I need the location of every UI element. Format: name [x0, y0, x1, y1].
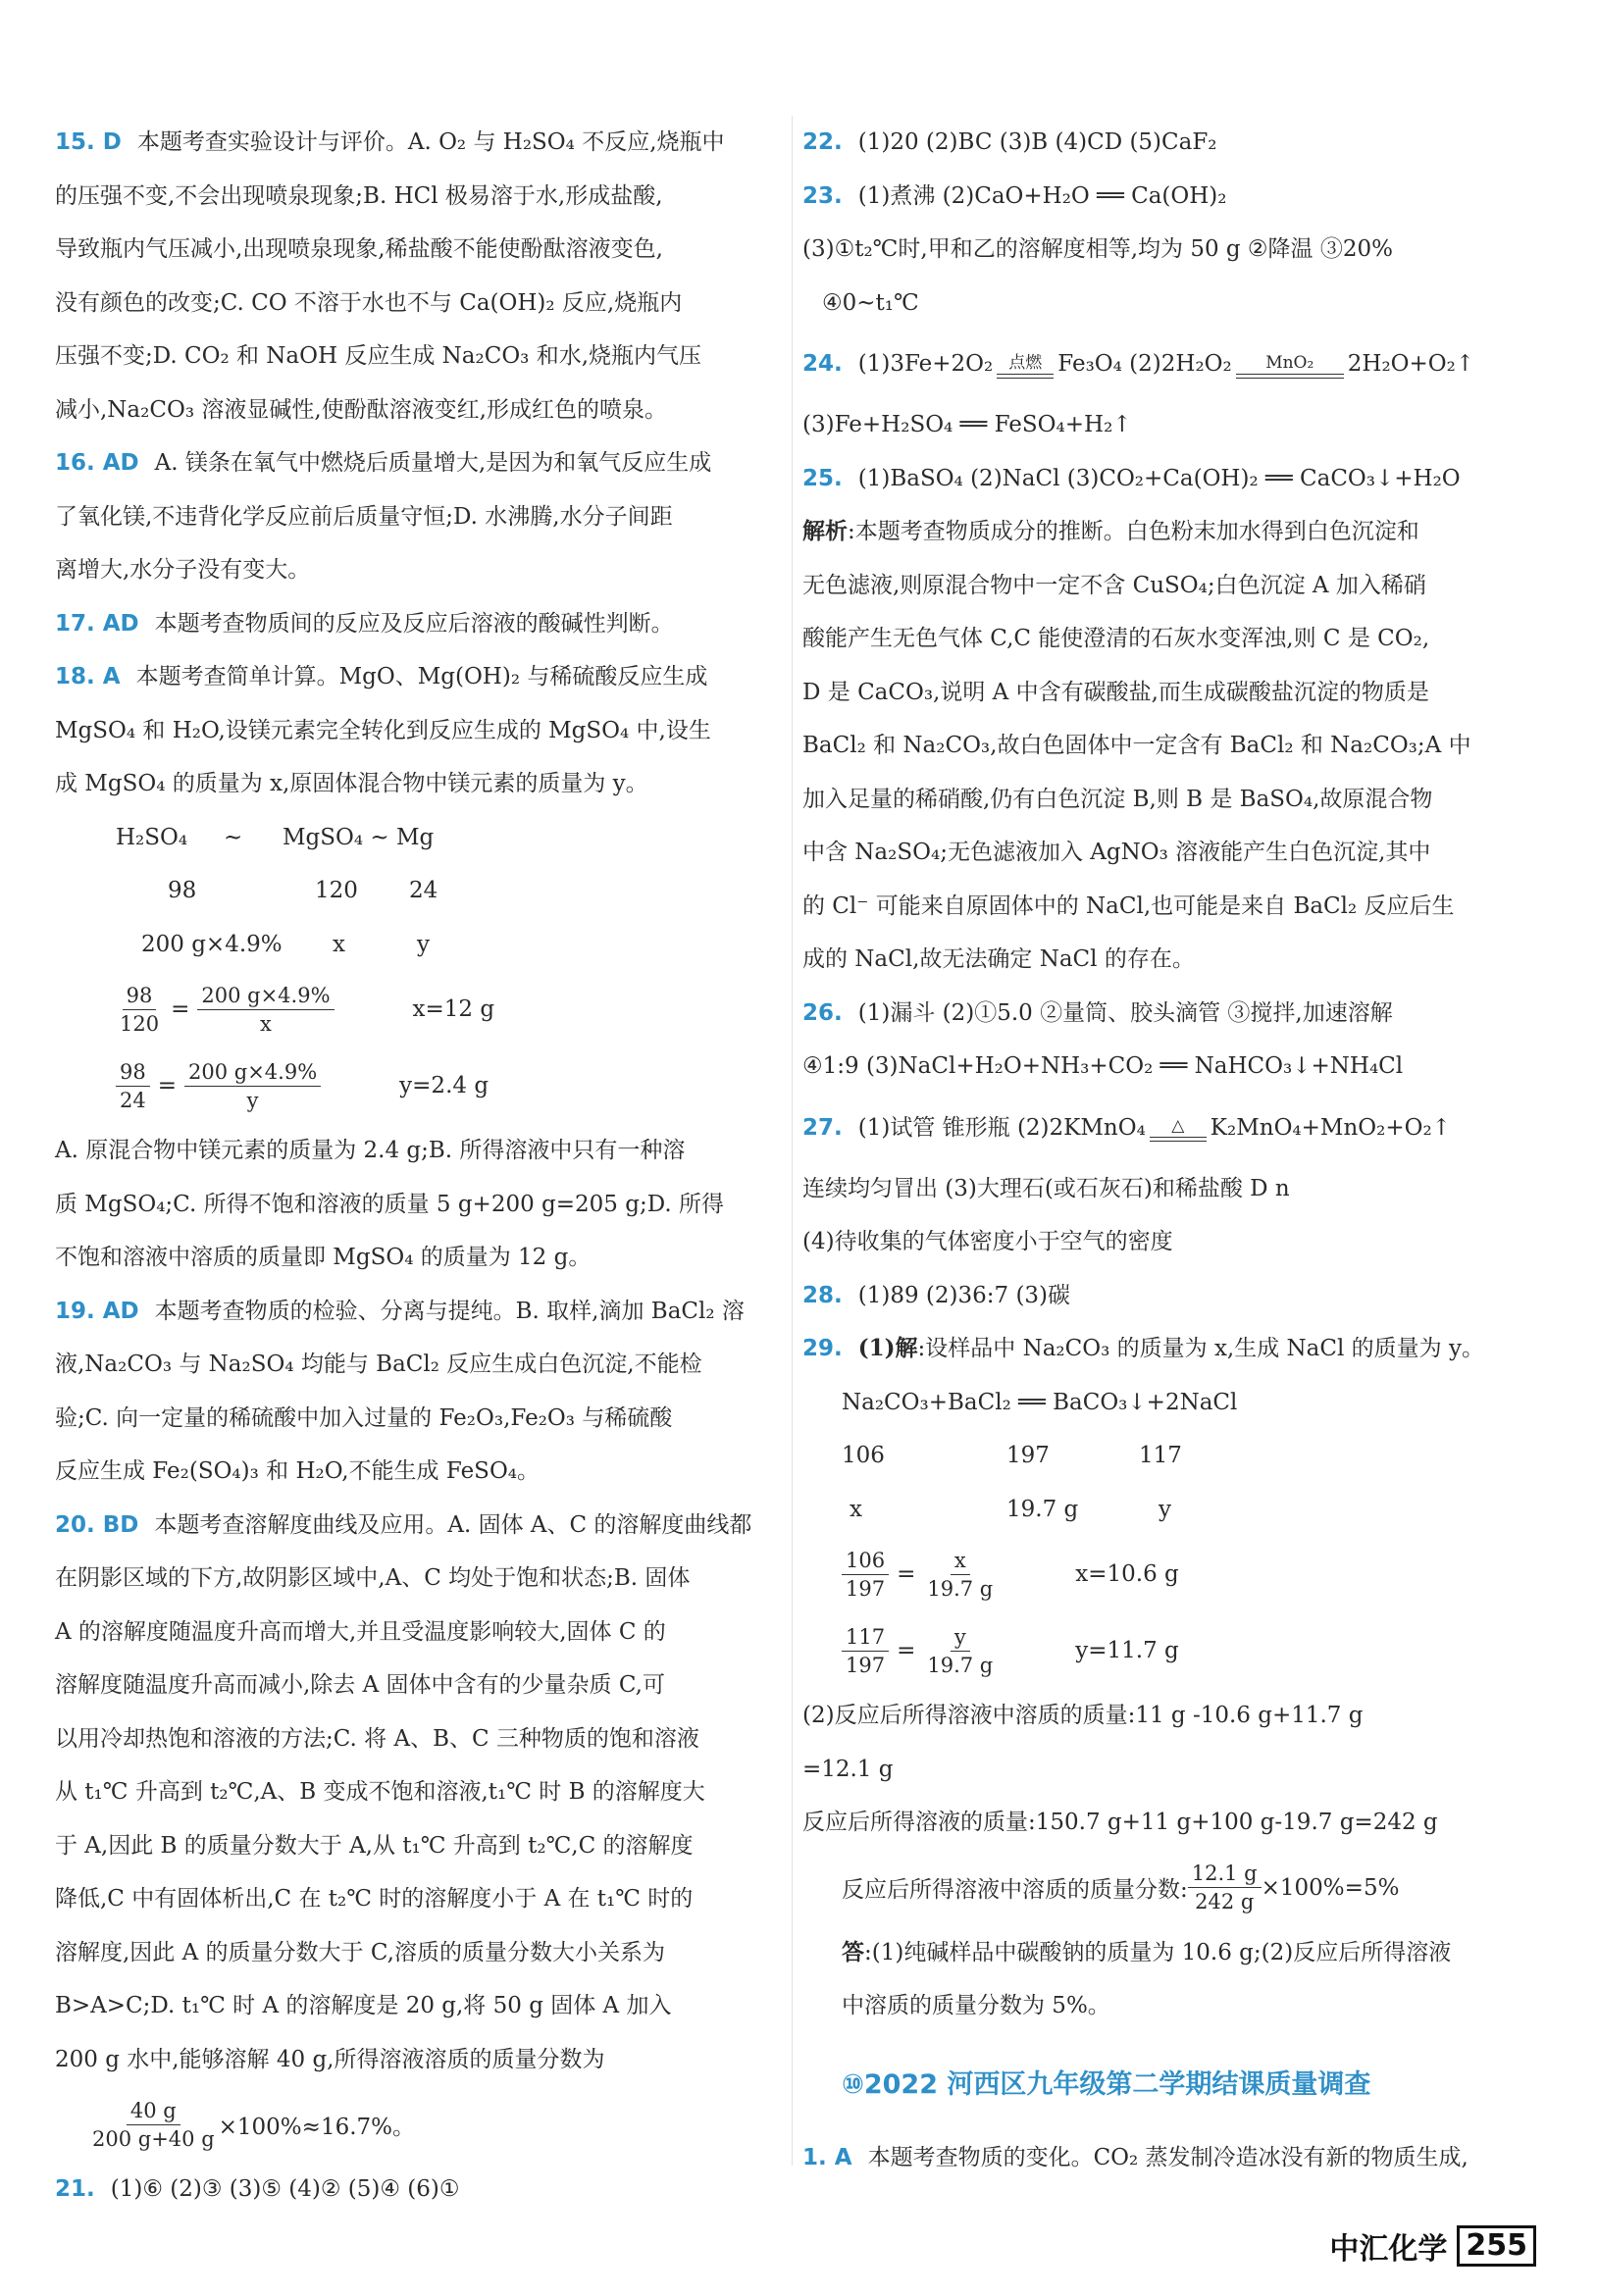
answer-number: 29. [802, 1336, 843, 1361]
answer-line: 答:(1)纯碱样品中碳酸钠的质量为 10.6 g;(2)反应后所得溶液 [842, 1938, 1452, 1965]
value: 120 [315, 878, 358, 904]
text-line: B>A>C;D. t₁℃ 时 A 的溶解度是 20 g,将 50 g 固体 A 加入 [55, 1993, 672, 2018]
text-line: 在阴影区域的下方,故阴影区域中,A、C 均处于饱和状态;B. 固体 [55, 1565, 691, 1591]
text-line: 从 t₁℃ 升高到 t₂℃,A、B 变成不饱和溶液,t₁℃ 时 B 的溶解度大 [55, 1779, 705, 1805]
reaction-arrow: △ [1150, 1115, 1207, 1142]
answer-21 [55, 2163, 781, 2217]
reaction-arrow: 点燃 [997, 352, 1054, 379]
answer-number: 19. AD [55, 1298, 139, 1324]
text-line: (1)⑥ (2)③ (3)⑤ (4)② (5)④ (6)① [110, 2176, 460, 2202]
answer-27 [802, 1094, 1540, 1162]
formula: MgSO₄ ~ Mg [283, 824, 435, 850]
right-column [802, 116, 1540, 2184]
result: y=11.7 g [1075, 1638, 1179, 1663]
answer-29: 29. (1)解:设样品中 Na₂CO₃ 的质量为 x,生成 NaCl 的质量为 y。 [802, 1335, 1484, 1361]
formula: 2H₂O+O₂↑ [1347, 351, 1475, 377]
result: x=12 g [412, 996, 495, 1022]
text-line: 反应后所得溶液中溶质的质量分数: [842, 1877, 1188, 1903]
text-line: 反应后所得溶液的质量:150.7 g+11 g+100 g-19.7 g=242 g [802, 1810, 1438, 1835]
answer-number: 24. [802, 351, 843, 377]
answer-24 [802, 330, 1540, 398]
formula: K₂MnO₄+MnO₂+O₂↑ [1210, 1114, 1451, 1141]
text-line: (1)漏斗 (2)①5.0 ②量筒、胶头滴管 ③搅拌,加速溶解 [857, 999, 1393, 1026]
text-line: 导致瓶内气压减小,出现喷泉现象,稀盐酸不能使酚酞溶液变色, [55, 236, 663, 262]
text-line: A. 原混合物中镁元素的质量为 2.4 g;B. 所得溶液中只有一种溶 [55, 1138, 686, 1163]
text-line: 不饱和溶液中溶质的质量即 MgSO₄ 的质量为 12 g。 [55, 1245, 592, 1270]
reaction-equation: Na₂CO₃+BaCl₂ ══ BaCO₃↓+2NaCl [842, 1389, 1238, 1415]
answer-number: 20. BD [55, 1511, 139, 1538]
result: x=10.6 g [1075, 1561, 1179, 1587]
text-line: (1)20 (2)BC (3)B (4)CD (5)CaF₂ [857, 129, 1217, 155]
text-line: A. 镁条在氧气中燃烧后质量增大,是因为和氧气反应生成 [154, 450, 712, 476]
answer-20 [55, 1499, 781, 1553]
text-line: 本题考查简单计算。MgO、Mg(OH)₂ 与稀硫酸反应生成 [135, 664, 708, 689]
answer-18 [55, 650, 781, 704]
text-line: 降低,C 中有固体析出,C 在 t₂℃ 时的溶解度小于 A 在 t₁℃ 时的 [55, 1886, 694, 1912]
value: 19.7 g [1006, 1496, 1079, 1522]
value: 24 [409, 878, 438, 904]
mass-row [802, 1429, 1540, 1483]
answer-label: 答 [842, 1938, 864, 1965]
text-line: 中含 Na₂SO₄;无色滤液加入 AgNO₃ 溶液能产生白色沉淀,其中 [802, 840, 1431, 865]
text-line: ④1:9 (3)NaCl+H₂O+NH₃+CO₂ ══ NaHCO₃↓+NH₄Cl [802, 1053, 1404, 1079]
value: x [850, 1496, 862, 1522]
text-line: (2)反应后所得溶液中溶质的质量:11 g -10.6 g+11.7 g [802, 1703, 1364, 1728]
text-line: 液,Na₂CO₃ 与 Na₂SO₄ 均能与 BaCl₂ 反应生成白色沉淀,不能检 [55, 1352, 702, 1377]
answer-number: 28. [802, 1282, 843, 1308]
answer-number: 27. [802, 1114, 843, 1141]
text-line: 本题考查物质间的反应及反应后溶液的酸碱性判断。 [154, 610, 674, 637]
text-line: D 是 CaCO₃,说明 A 中含有碳酸盐,而生成碳酸盐沉淀的物质是 [802, 679, 1429, 705]
fraction: $\frac{98}{120}$ [120, 983, 160, 1036]
value: 200 g×4.9% [141, 931, 283, 957]
answer-number: 23. [802, 182, 843, 209]
answer-s1 [802, 2131, 1540, 2185]
proportion-equation: $\frac{98}{120}$ = $\frac{200 g\times 4.9\%}{x}$ x=12 g [55, 971, 781, 1047]
value: 117 [1139, 1443, 1182, 1469]
text-line: (1)煮沸 (2)CaO+H₂O ══ Ca(OH)₂ [857, 182, 1227, 209]
text-line: 加入足量的稀硝酸,仍有白色沉淀 B,则 B 是 BaSO₄,故原混合物 [802, 786, 1433, 812]
fraction: $\frac{117}{197}$ [842, 1623, 889, 1679]
result: y=2.4 g [399, 1073, 489, 1098]
text-line: (4)待收集的气体密度小于空气的密度 [802, 1229, 1173, 1254]
text-line: 减小,Na₂CO₃ 溶液显碱性,使酚酞溶液变红,形成红色的喷泉。 [55, 396, 667, 423]
value-row [802, 1483, 1540, 1537]
value: 98 [168, 878, 197, 904]
relation-row [55, 811, 781, 865]
answer-22 [802, 116, 1540, 170]
text-line: 本题考查溶解度曲线及应用。A. 固体 A、C 的溶解度曲线都 [154, 1511, 752, 1538]
proportion-equation: $\frac{106}{197}$ = $\frac{x}{19.7 g}$ x=10.6 g [802, 1536, 1540, 1612]
text-line: =12.1 g [802, 1756, 894, 1782]
value: x [333, 931, 345, 957]
page-number: 255 [1457, 2225, 1536, 2267]
formula: (1)试管 锥形瓶 (2)2KMnO₄ [857, 1114, 1146, 1141]
text-line: ④0~t₁℃ [822, 289, 919, 316]
text-line: 溶解度,因此 A 的质量分数大于 C,溶质的质量分数大小关系为 [55, 1939, 665, 1965]
proportion-equation: $\frac{117}{197}$ = $\frac{y}{19.7 g}$ y=11.7 g [802, 1612, 1540, 1689]
text-line: MgSO₄ 和 H₂O,设镁元素完全转化到反应生成的 MgSO₄ 中,设生 [55, 717, 711, 743]
answer-number: 1. A [802, 2144, 852, 2170]
text-line: 酸能产生无色气体 C,C 能使澄清的石灰水变浑浊,则 C 是 CO₂, [802, 626, 1430, 651]
answer-23 [802, 170, 1540, 224]
answer-19 [55, 1285, 781, 1339]
fraction-line [802, 1850, 1540, 1926]
analysis-line: 解析:本题考查物质成分的推断。白色粉末加水得到白色沉淀和 [802, 518, 1419, 544]
text-line: 于 A,因此 B 的质量分数大于 A,从 t₁℃ 升高到 t₂℃,C 的溶解度 [55, 1832, 694, 1859]
text-line: A 的溶解度随温度升高而增大,并且受温度影响较大,固体 C 的 [55, 1618, 666, 1645]
answer-number: 15. D [55, 129, 122, 155]
text-line: 200 g 水中,能够溶解 40 g,所得溶液溶质的质量分数为 [55, 2046, 605, 2072]
text-line: 成的 NaCl,故无法确定 NaCl 的存在。 [802, 946, 1195, 972]
fraction: $\frac{y}{19.7 g}$ [927, 1624, 994, 1677]
value: y [417, 931, 430, 957]
answer-25 [802, 452, 1540, 506]
formula: H₂SO₄ [116, 824, 188, 850]
fraction: $\frac{106}{197}$ [842, 1547, 889, 1603]
solution-label: (1)解 [857, 1335, 918, 1361]
text-line: 的 Cl⁻ 可能来自原固体中的 NaCl,也可能是来自 BaCl₂ 反应后生 [802, 893, 1455, 919]
answer-number: 16. AD [55, 450, 139, 476]
text-line: 以用冷却热饱和溶液的方法;C. 将 A、B、C 三种物质的饱和溶液 [55, 1725, 699, 1752]
value: y [1159, 1496, 1171, 1522]
fraction-line [55, 2086, 781, 2163]
text-line: 无色滤液,则原混合物中一定不含 CuSO₄;白色沉淀 A 加入稀硝 [802, 572, 1426, 598]
formula: Fe₃O₄ (2)2H₂O₂ [1057, 351, 1232, 377]
text-line: 本题考查物质的变化。CO₂ 蒸发制冷造冰没有新的物质生成, [867, 2144, 1468, 2170]
answer-17 [55, 597, 781, 651]
fraction: $\frac{200 g\times 4.9\%}{x}$ [197, 982, 334, 1038]
answer-number: 18. A [55, 664, 121, 689]
value: 197 [1006, 1443, 1050, 1469]
value-row [55, 918, 781, 972]
mass-row [55, 864, 781, 918]
column-divider [792, 116, 793, 2166]
text-line: (3)Fe+H₂SO₄ ══ FeSO₄+H₂↑ [802, 412, 1132, 437]
text-line: 成 MgSO₄ 的质量为 x,原固体混合物中镁元素的质量为 y。 [55, 771, 648, 796]
answer-number: 22. [802, 129, 843, 155]
fraction: $\frac{12.1 g}{242 g}$ [1188, 1860, 1262, 1915]
result: ×100%=5% [1261, 1874, 1400, 1901]
value: 106 [842, 1443, 885, 1469]
result: ×100%≈16.7%。 [218, 2114, 416, 2140]
text-line: 质 MgSO₄;C. 所得不饱和溶液的质量 5 g+200 g=205 g;D. 所得 [55, 1191, 724, 1217]
formula: (1)3Fe+2O₂ [857, 351, 994, 377]
text-line: (1)89 (2)36:7 (3)碳 [857, 1282, 1071, 1308]
answer-number: 21. [55, 2176, 95, 2202]
text-line: BaCl₂ 和 Na₂CO₃,故白色固体中一定含有 BaCl₂ 和 Na₂CO₃;A 中 [802, 733, 1471, 758]
section-title: ⑩2022 河西区九年级第二学期结课质量调查 [842, 2069, 1371, 2100]
analysis-label: 解析 [802, 518, 848, 544]
text-line: 了氧化镁,不违背化学反应前后质量守恒;D. 水沸腾,水分子间距 [55, 503, 673, 530]
text-line: 没有颜色的改变;C. CO 不溶于水也不与 Ca(OH)₂ 反应,烧瓶内 [55, 289, 683, 316]
fraction: $\frac{x}{19.7 g}$ [927, 1548, 994, 1601]
brand-name: 中汇化学 [1329, 2232, 1448, 2267]
left-column [55, 116, 781, 2217]
answer-number: 17. AD [55, 610, 139, 637]
text-line: 验;C. 向一定量的稀硫酸中加入过量的 Fe₂O₃,Fe₂O₃ 与稀硫酸 [55, 1404, 673, 1431]
text-line: 连续均匀冒出 (3)大理石(或石灰石)和稀盐酸 D n [802, 1175, 1290, 1201]
fraction: $\frac{200 g\times 4.9\%}{y}$ [184, 1058, 321, 1114]
page-footer [1329, 2224, 1536, 2268]
answer-15 [55, 116, 781, 170]
answer-16 [55, 436, 781, 490]
answer-26 [802, 987, 1540, 1041]
reaction-arrow: MnO₂ [1236, 352, 1344, 379]
fraction: $\frac{40 g}{200 g+40 g}$ [92, 2098, 215, 2151]
fraction: $\frac{98}{24}$ [116, 1058, 150, 1114]
text-line: 压强不变;D. CO₂ 和 NaOH 反应生成 Na₂CO₃ 和水,烧瓶内气压 [55, 343, 702, 369]
answer-28 [802, 1269, 1540, 1323]
text-line: (1)BaSO₄ (2)NaCl (3)CO₂+Ca(OH)₂ ══ CaCO₃↓+H₂O [857, 465, 1461, 491]
text-line: 离增大,水分子没有变大。 [55, 557, 311, 583]
text-line: 本题考查物质的检验、分离与提纯。B. 取样,滴加 BaCl₂ 溶 [154, 1298, 745, 1324]
answer-number: 25. [802, 465, 843, 491]
answer-number: 26. [802, 999, 843, 1026]
text-line: 溶解度随温度升高而减小,除去 A 固体中含有的少量杂质 C,可 [55, 1672, 665, 1698]
formula: ~ [224, 824, 243, 850]
text-line: (3)①t₂℃时,甲和乙的溶解度相等,均为 50 g ②降温 ③20% [802, 236, 1393, 262]
text-line: 的压强不变,不会出现喷泉现象;B. HCl 极易溶于水,形成盐酸, [55, 182, 663, 209]
text-line: 反应生成 Fe₂(SO₄)₃ 和 H₂O,不能生成 FeSO₄。 [55, 1458, 541, 1484]
proportion-equation: $\frac{98}{24}$ = $\frac{200 g\times 4.9\%}{y}$ y=2.4 g [55, 1047, 781, 1124]
text-line: 本题考查实验设计与评价。A. O₂ 与 H₂SO₄ 不反应,烧瓶中 [136, 129, 725, 155]
text-line: 中溶质的质量分数为 5%。 [842, 1993, 1110, 2018]
